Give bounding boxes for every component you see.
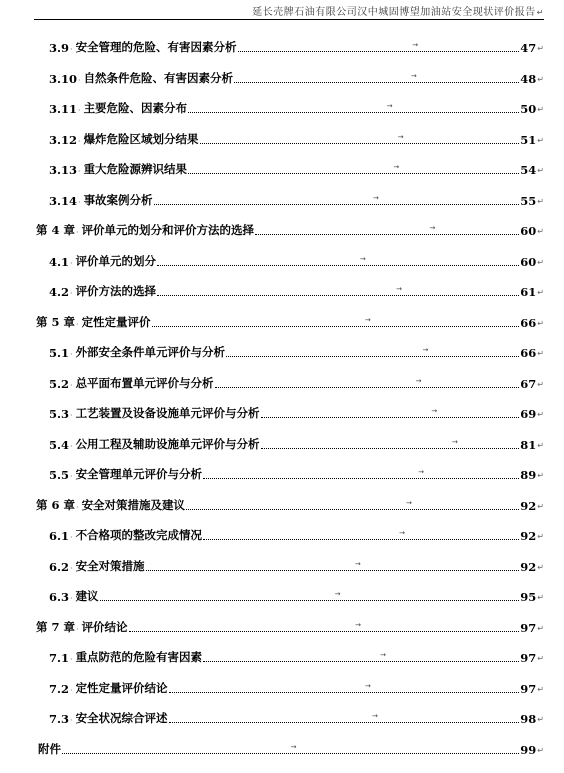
toc-entry[interactable] [49, 464, 544, 482]
toc-entry[interactable] [49, 678, 544, 696]
dot-leader [169, 681, 520, 693]
toc-entry-title: 公用工程及辅助设施单元评价与分析 [75, 436, 260, 451]
toc-entry-page: 92 [520, 529, 537, 543]
tab-arrow-icon: → [418, 468, 424, 476]
toc-entry-page: 97 [520, 620, 537, 635]
tab-arrow-icon: → [386, 102, 393, 110]
tab-arrow-icon: → [355, 620, 362, 629]
toc-entry-number: 3.11 [49, 102, 78, 116]
paragraph-mark-icon: ↵ [537, 623, 544, 633]
dot-leader [261, 407, 520, 418]
toc-entry-number: 5.3 [49, 407, 70, 421]
dot-leader [215, 376, 520, 388]
paragraph-mark-icon: ↵ [537, 257, 544, 267]
dot-leader [157, 254, 519, 266]
toc-entry-title: 爆炸危险区域划分结果 [83, 131, 199, 146]
toc-entry[interactable] [49, 647, 544, 665]
toc-entry-number: 5.1 [49, 346, 70, 360]
toc-entry-title: 附件 [38, 741, 61, 756]
toc-entry-page: 67 [520, 376, 537, 391]
toc-entry-number: 5.2 [49, 376, 70, 391]
space-mark-icon: · [78, 106, 81, 115]
space-mark-icon: · [70, 685, 73, 695]
toc-entry[interactable] [36, 312, 544, 330]
tab-arrow-icon: → [372, 193, 379, 202]
toc-entry-page: 98 [520, 712, 537, 726]
toc-entry-title: 安全对策措施及建议 [81, 497, 186, 512]
space-mark-icon: · [70, 594, 73, 603]
toc-entry[interactable] [49, 281, 544, 299]
toc-entry[interactable] [36, 617, 544, 635]
paragraph-mark-icon: ↵ [537, 501, 544, 511]
toc-entry-number: 第 6 章 [36, 497, 76, 512]
paragraph-mark-icon: ↵ [537, 135, 544, 145]
dot-leader [186, 498, 519, 510]
space-mark-icon: · [78, 167, 81, 176]
toc-entry-title: 不合格项的整改完成情况 [75, 528, 203, 542]
toc-entry[interactable] [49, 342, 544, 360]
toc-entry-page: 92 [520, 559, 537, 574]
paragraph-mark-icon: ↵ [537, 562, 544, 572]
toc-entry-title: 评价结论 [81, 619, 128, 634]
paragraph-mark-icon: ↵ [537, 593, 544, 602]
toc-entry-number: 第 7 章 [36, 619, 76, 634]
toc-entry[interactable] [36, 495, 544, 513]
space-mark-icon: · [70, 350, 73, 359]
dot-leader [154, 193, 520, 205]
space-mark-icon: · [76, 319, 79, 329]
paragraph-mark-icon: ↵ [537, 227, 544, 236]
paragraph-mark-icon: ↵ [537, 74, 544, 84]
space-mark-icon: · [70, 716, 73, 725]
toc-entry-page: 97 [520, 681, 537, 696]
paragraph-mark-icon: ↵ [537, 44, 544, 53]
space-mark-icon: · [70, 45, 73, 54]
toc-entry[interactable] [49, 434, 544, 452]
toc-entry-title: 重点防范的危险有害因素 [75, 650, 203, 664]
dot-leader [200, 132, 520, 144]
toc-entry-number: 3.9 [49, 41, 70, 55]
space-mark-icon: · [70, 258, 73, 268]
paragraph-mark-icon: ↵ [537, 288, 544, 297]
toc-entry-page: 92 [520, 498, 537, 513]
tab-arrow-icon: → [397, 132, 404, 141]
paragraph-mark-icon: ↵ [537, 684, 544, 694]
toc-entry-number: 5.5 [49, 468, 70, 482]
toc-entry-title: 主要危险、因素分布 [83, 101, 188, 115]
dot-leader [169, 712, 520, 723]
toc-entry-number: 5.4 [49, 437, 70, 452]
tab-arrow-icon: → [410, 71, 417, 80]
space-mark-icon: · [70, 441, 73, 451]
dot-leader [146, 559, 520, 571]
space-mark-icon: · [70, 563, 73, 573]
paragraph-mark-icon: ↵ [537, 715, 544, 724]
dot-leader [203, 529, 519, 540]
toc-entry-page: 50 [520, 102, 537, 116]
toc-entry-title: 评价方法的选择 [75, 284, 157, 298]
paragraph-mark-icon: ↵ [537, 745, 544, 755]
toc-entry-number: 4.2 [49, 285, 70, 299]
toc-entry-page: 95 [520, 590, 537, 604]
paragraph-mark-icon: ↵ [537, 166, 544, 175]
space-mark-icon: · [70, 380, 73, 390]
space-mark-icon: · [76, 502, 79, 512]
dot-leader [188, 102, 519, 113]
dot-leader [238, 41, 520, 52]
paragraph-mark-icon: ↵ [537, 532, 544, 541]
toc-entry[interactable] [49, 98, 544, 116]
dot-leader [62, 742, 519, 754]
toc-entry-page: 51 [520, 132, 537, 147]
toc-entry[interactable] [49, 556, 544, 574]
space-mark-icon: · [70, 655, 73, 664]
space-mark-icon: · [70, 411, 73, 420]
toc-entry[interactable] [36, 220, 544, 238]
dot-leader [157, 285, 519, 296]
tab-arrow-icon: → [354, 559, 361, 568]
tab-arrow-icon: → [359, 254, 366, 263]
tab-arrow-icon: → [405, 498, 412, 507]
dot-leader [203, 651, 519, 662]
toc-entry-page: 55 [520, 193, 537, 208]
space-mark-icon: · [78, 197, 81, 207]
space-mark-icon: · [70, 533, 73, 542]
toc-entry-number: 7.3 [49, 712, 70, 726]
toc-entry-number: 6.2 [49, 559, 70, 574]
toc-entry-page: 48 [520, 71, 537, 86]
toc-entry[interactable] [49, 403, 544, 421]
toc-entry-title: 重大危险源辨识结果 [83, 162, 188, 176]
toc-entry-title: 工艺装置及设备设施单元评价与分析 [75, 406, 260, 420]
tab-arrow-icon: → [452, 437, 458, 446]
toc-entry-number: 3.14 [49, 193, 78, 208]
tab-arrow-icon: → [380, 651, 387, 659]
toc-entry-title: 评价单元的划分和评价方法的选择 [81, 223, 255, 237]
toc-entry[interactable] [49, 708, 544, 726]
toc-entry[interactable] [49, 129, 544, 147]
paragraph-mark-icon: ↵ [537, 196, 544, 206]
toc-entry-title: 外部安全条件单元评价与分析 [75, 345, 226, 359]
toc-entry-number: 6.3 [49, 590, 70, 604]
tab-arrow-icon: → [431, 407, 438, 415]
toc-entry[interactable] [49, 159, 544, 177]
toc-entry-number: 3.10 [49, 71, 78, 86]
toc-entry-page: 89 [520, 468, 537, 482]
toc-entry-number: 3.13 [49, 163, 78, 177]
paragraph-mark-icon: ↵ [537, 105, 544, 114]
toc-entry-number: 7.1 [49, 651, 70, 665]
toc-entry[interactable] [49, 251, 544, 269]
toc-entry[interactable] [49, 37, 544, 55]
toc-entry-title: 安全状况综合评述 [75, 711, 168, 725]
tab-arrow-icon: → [422, 346, 429, 354]
paragraph-mark-icon: ↵ [536, 8, 544, 17]
dot-leader [234, 71, 519, 83]
toc-entry-page: 99 [520, 742, 537, 757]
toc-entry-title: 定性定量评价结论 [75, 680, 168, 695]
space-mark-icon: · [76, 228, 79, 237]
paragraph-mark-icon: ↵ [537, 440, 544, 450]
toc-entry-number: 4.1 [49, 254, 70, 269]
dot-leader [100, 590, 520, 601]
toc-entry-number: 第 4 章 [36, 223, 76, 237]
paragraph-mark-icon: ↵ [537, 379, 544, 389]
tab-arrow-icon: → [396, 285, 402, 293]
tab-arrow-icon: → [399, 529, 405, 537]
toc-entry-page: 97 [520, 651, 537, 665]
dot-leader [226, 346, 519, 357]
toc-entry-title: 安全管理的危险、有害因素分析 [75, 40, 237, 54]
paragraph-mark-icon: ↵ [537, 318, 544, 328]
toc-entry[interactable] [49, 190, 544, 208]
paragraph-mark-icon: ↵ [537, 654, 544, 663]
tab-arrow-icon: → [412, 41, 419, 49]
space-mark-icon: · [78, 75, 81, 85]
paragraph-mark-icon: ↵ [537, 410, 544, 419]
paragraph-mark-icon: ↵ [537, 471, 544, 480]
toc-entry-title: 定性定量评价 [81, 314, 151, 329]
toc-entry-page: 66 [520, 315, 537, 330]
toc-entry-number: 第 5 章 [36, 314, 76, 329]
header-title: 延长壳牌石油有限公司汉中城固博望加油站安全现状评价报告 [252, 7, 536, 18]
toc-entry-page: 47 [520, 41, 537, 55]
toc-entry-title: 事故案例分析 [83, 192, 153, 207]
toc-entry-page: 69 [520, 407, 537, 421]
page-header [34, 3, 544, 20]
tab-arrow-icon: → [290, 742, 297, 751]
toc-entry-title: 安全管理单元评价与分析 [75, 467, 203, 481]
toc-entry-page: 54 [520, 163, 537, 177]
dot-leader [261, 437, 520, 449]
tab-arrow-icon: → [371, 712, 378, 720]
tab-arrow-icon: → [429, 224, 436, 232]
paragraph-mark-icon: ↵ [537, 349, 544, 358]
toc-entry-page: 81 [520, 437, 537, 452]
tab-arrow-icon: → [415, 376, 422, 385]
toc-entry[interactable] [36, 739, 544, 757]
dot-leader [255, 224, 519, 235]
dot-leader [188, 163, 519, 174]
tab-arrow-icon: → [393, 163, 400, 171]
dot-leader [129, 620, 520, 632]
toc-entry[interactable] [49, 586, 544, 604]
toc-entry-page: 60 [520, 254, 537, 269]
tab-arrow-icon: → [364, 315, 371, 324]
toc-entry-number: 7.2 [49, 681, 70, 696]
toc-entry-page: 66 [520, 346, 537, 360]
toc-entry-page: 61 [520, 285, 537, 299]
toc-entry[interactable] [49, 68, 544, 86]
toc-entry[interactable] [49, 525, 544, 543]
space-mark-icon: · [78, 136, 81, 146]
dot-leader [203, 468, 519, 479]
dot-leader [152, 315, 520, 327]
toc-entry-title: 安全对策措施 [75, 558, 145, 573]
tab-arrow-icon: → [334, 590, 341, 598]
toc-entry-title: 总平面布置单元评价与分析 [75, 375, 214, 390]
space-mark-icon: · [70, 289, 73, 298]
toc-entry-number: 6.1 [49, 529, 70, 543]
toc-entry-title: 建议 [75, 589, 99, 603]
toc-entry-title: 评价单元的划分 [75, 253, 157, 268]
toc-entry-number: 3.12 [49, 132, 78, 147]
toc-entry-page: 60 [520, 224, 537, 238]
space-mark-icon: · [70, 472, 73, 481]
toc-entry-title: 自然条件危险、有害因素分析 [83, 70, 234, 85]
tab-arrow-icon: → [364, 681, 371, 690]
space-mark-icon: · [76, 624, 79, 634]
toc-entry[interactable] [49, 373, 544, 391]
